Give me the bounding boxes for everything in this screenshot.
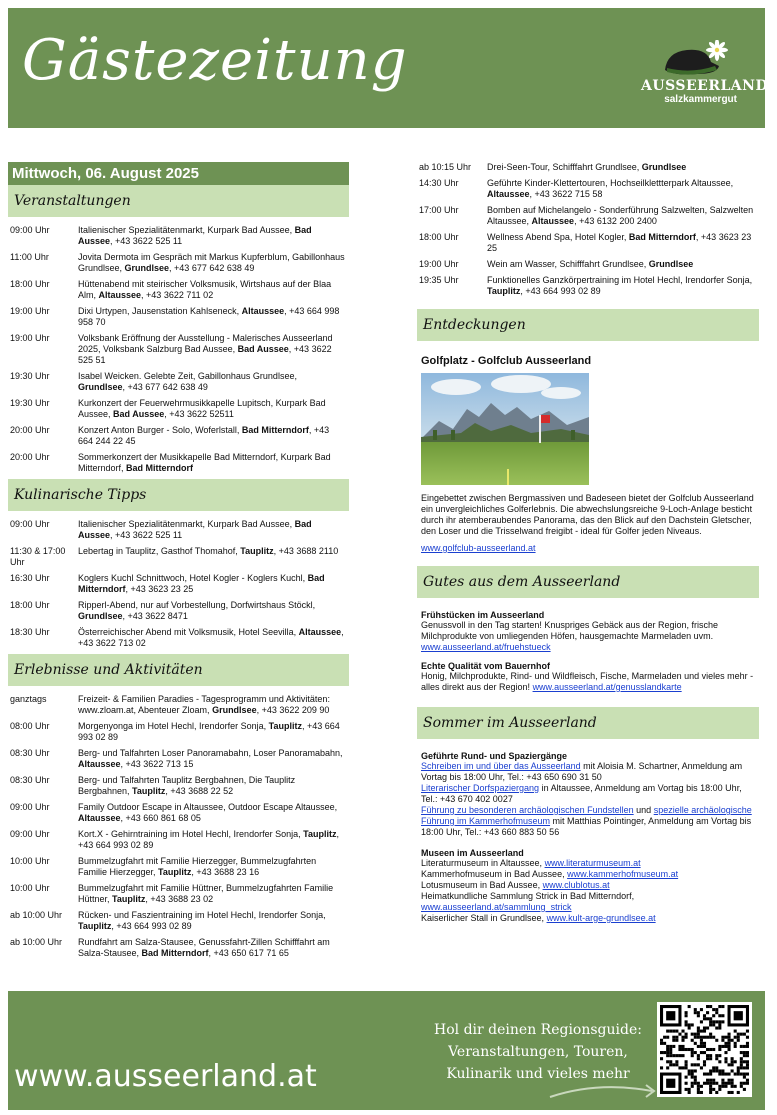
museum-link[interactable]: www.kammerhofmuseum.at [567, 869, 679, 879]
event-time: ab 10:00 Uhr [10, 937, 63, 947]
arrow-icon [548, 1079, 660, 1103]
event-time: 18:00 Uhr [419, 232, 459, 242]
museum-item: Literaturmuseum in Altaussee, www.literaturmuseum.at [421, 858, 641, 868]
event-description: Hüttenabend mit steirischer Volksmusik, Wirtshaus auf der Blaa Alm, Altaussee, +43 3622 711 02 [78, 279, 332, 300]
event-row [8, 279, 349, 301]
footer-line-3: Kulinarik und vieles mehr [446, 1066, 630, 1082]
footer-website-link[interactable]: www.ausseerland.at [14, 1059, 317, 1094]
event-row [417, 259, 759, 270]
event-description: Isabel Weicken. Gelebte Zeit, Gabillonhaus Grundlsee, Grundlsee, +43 677 642 638 49 [78, 371, 297, 392]
discovery-description: Eingebettet zwischen Bergmassiven und Badeseen bietet der Golfclub Ausseerland ein unvergleichliches Golferlebnis. Die abwechslungsreiche 9-Loch-Anlage besticht durch ihr atemberaubendes Panorama, das den Blick auf den Dachstein Gletscher, den Loser und die Trisselwand freigibt - ideal für Golfer jeden Niveaus. [421, 493, 754, 536]
event-location: Bad Mitterndorf [126, 463, 194, 473]
event-time: 20:00 Uhr [10, 452, 50, 462]
event-row [8, 573, 349, 595]
event-time: 18:00 Uhr [10, 600, 50, 610]
event-row [8, 721, 349, 743]
museum-item: Kammerhofmuseum in Bad Aussee, www.kammerhofmuseum.at [421, 869, 679, 879]
event-row [8, 425, 349, 447]
event-location: Bad Aussee [113, 409, 165, 419]
date-heading: Mittwoch, 06. August 2025 [8, 162, 349, 185]
event-location: Grundlsee [212, 705, 257, 715]
event-location: Bad Mitterndorf [241, 425, 309, 435]
event-time: 09:00 Uhr [10, 829, 50, 839]
walk-dorfspaziergang-link[interactable]: Literarischer Dorfspaziergang [421, 783, 540, 793]
event-row [8, 883, 349, 905]
event-time: 17:00 Uhr [419, 205, 459, 215]
section-entdeckungen-heading: Entdeckungen [417, 309, 759, 341]
walk-fundstellen-link[interactable]: Führung zu besonderen archäologischen Fundstellen [421, 805, 634, 815]
event-description: Bummelzugfahrt mit Familie Hierzegger, Bummelzugfahrten Familie Hierzegger, Tauplitz, +43 3688 23 16 [78, 856, 317, 877]
fruehstueck-text: Genussvoll in den Tag starten! Knuspriges Gebäck aus der Region, frische Milchprodukte von umliegenden Höfen, hausgemachte Marmeladen uvm. [421, 620, 718, 641]
museum-item: Lotusmuseum in Bad Aussee, www.clublotus.at [421, 880, 610, 890]
event-location: Tauplitz [78, 921, 112, 931]
logo-name: AUSSEERLAND [641, 78, 769, 94]
walk-und-text: und [633, 805, 654, 815]
footer-promo-text [428, 1019, 648, 1085]
event-row [8, 627, 349, 649]
event-time: 08:30 Uhr [10, 748, 50, 758]
event-location: Tauplitz [268, 721, 302, 731]
event-description: Wellness Abend Spa, Hotel Kogler, Bad Mitterndorf, +43 3623 23 25 [487, 232, 752, 253]
event-row [8, 775, 349, 797]
section-kulinarisch-heading: Kulinarische Tipps [8, 479, 349, 511]
bauernhof-link[interactable]: www.ausseerland.at/genusslandkarte [532, 682, 682, 692]
event-location: Grundlsee [78, 382, 123, 392]
footer-line-1: Hol dir deinen Regionsguide: [434, 1022, 642, 1038]
event-row [417, 162, 759, 173]
event-location: Tauplitz [487, 286, 521, 296]
event-description: Jovita Dermota im Gespräch mit Markus Kupferblum, Gabillonhaus Grundlsee, Grundlsee, +43 677 642 638 49 [78, 252, 345, 273]
section-sommer-heading: Sommer im Ausseerland [417, 707, 759, 739]
event-description: Österreichischer Abend mit Volksmusik, Hotel Seevilla, Altaussee, +43 3622 713 02 [78, 627, 344, 648]
event-row [8, 600, 349, 622]
event-description: Ripperl-Abend, nur auf Vorbestellung, Dorfwirtshaus Stöckl, Grundlsee, +43 3622 8471 [78, 600, 316, 621]
museum-link[interactable]: www.kult-arge-grundlsee.at [546, 913, 656, 923]
museum-item: Heimatkundliche Sammlung Strick in Bad Mitterndorf, www.ausseerland.at/sammlung_strick [421, 891, 635, 912]
bauernhof-text: Honig, Milchprodukte, Rind- und Wildfleisch, Fische, Marmeladen und vieles mehr - alles direkt aus der Region! [421, 671, 754, 692]
event-location: Altaussee [241, 306, 285, 316]
page-title: Gästezeitung [22, 28, 408, 93]
event-location: Altaussee [98, 290, 142, 300]
event-description: Konzert Anton Burger - Solo, Woferlstall, Bad Mitterndorf, +43 664 244 22 45 [78, 425, 330, 446]
event-description: Geführte Kinder-Klettertouren, Hochseilklettterpark Altaussee, Altaussee, +43 3622 715 58 [487, 178, 734, 199]
footer-line-2: Veranstaltungen, Touren, [448, 1044, 628, 1060]
kulinarisch-list [8, 511, 349, 649]
event-description: Funktionelles Ganzkörpertraining im Hotel Hechl, Irendorfer Sonja, Tauplitz, +43 664 993 02 89 [487, 275, 753, 296]
event-description: Freizeit- & Familien Paradies - Tagesprogramm und Aktivitäten: www.zloam.at, Abenteuer Zloam, Grundlsee, +43 3622 209 90 [78, 694, 330, 715]
event-description: Berg- und Talfahrten Tauplitz Bergbahnen, Die Tauplitz Bergbahnen, Tauplitz, +43 3688 22 52 [78, 775, 296, 796]
event-location: Tauplitz [158, 867, 192, 877]
event-time: 09:00 Uhr [10, 802, 50, 812]
event-location: Bad Aussee [78, 225, 312, 246]
museum-link[interactable]: www.ausseerland.at/sammlung_strick [421, 902, 572, 912]
fruehstueck-link[interactable]: www.ausseerland.at/fruehstueck [421, 642, 551, 652]
event-row [8, 856, 349, 878]
event-time: 09:00 Uhr [10, 225, 50, 235]
event-time: 11:00 Uhr [10, 252, 49, 262]
event-row [417, 205, 759, 227]
golf-course-photo [421, 373, 589, 485]
event-location: Tauplitz [112, 894, 146, 904]
event-location: Bad Mitterndorf [141, 948, 209, 958]
hat-logo-icon [657, 40, 729, 80]
event-location: Tauplitz [303, 829, 337, 839]
erlebnisse-list [8, 686, 349, 959]
event-location: Grundlsee [648, 259, 694, 269]
event-row [417, 232, 759, 254]
walk-kammerhof-link[interactable]: spezielle archäologische Führung im Kammerhofmuseum [421, 805, 752, 826]
event-description: Kort.X - Gehirntraining im Hotel Hechl, Irendorfer Sonja, Tauplitz, +43 664 993 02 89 [78, 829, 339, 850]
right-column [417, 160, 759, 924]
left-column [8, 162, 349, 964]
event-time: 19:00 Uhr [10, 306, 50, 316]
fruehstueck-title: Frühstücken im Ausseerland [421, 610, 545, 620]
event-row [8, 252, 349, 274]
event-location: Grundlsee [124, 263, 170, 273]
event-row [417, 275, 759, 297]
event-time: 16:30 Uhr [10, 573, 50, 583]
walk-kammerhof-text: mit Matthias Pointinger, Anmeldung am Vortag bis 18:00 Uhr, Tel.: +43 660 883 50 56 [421, 816, 752, 837]
event-row [8, 225, 349, 247]
event-location: Altaussee [298, 627, 342, 637]
event-time: 19:35 Uhr [419, 275, 459, 285]
event-location: Altaussee [78, 813, 121, 823]
museums-title: Museen im Ausseerland [421, 848, 524, 858]
event-row [8, 371, 349, 393]
section-gutes-heading: Gutes aus dem Ausseerland [417, 566, 759, 598]
event-row [8, 694, 349, 716]
event-row [8, 748, 349, 770]
event-description: Berg- und Talfahrten Loser Panoramabahn, Loser Panoramabahn, Altaussee, +43 3622 713 15 [78, 748, 343, 769]
event-location: Tauplitz [132, 786, 166, 796]
event-time: ab 10:00 Uhr [10, 910, 63, 920]
event-row [8, 546, 349, 568]
event-time: 18:00 Uhr [10, 279, 50, 289]
ausseerland-logo[interactable] [641, 36, 769, 108]
event-description: Morgenyonga im Hotel Hechl, Irendorfer Sonja, Tauplitz, +43 664 993 02 89 [78, 721, 340, 742]
event-time: 10:00 Uhr [10, 856, 50, 866]
qr-code[interactable] [657, 1002, 752, 1097]
event-location: Bad Aussee [237, 344, 289, 354]
event-row [8, 910, 349, 932]
event-time: 11:30 & 17:00 Uhr [10, 546, 66, 567]
museum-link[interactable]: www.clublotus.at [542, 880, 610, 890]
event-location: Bad Mitterndorf [78, 573, 325, 594]
event-description: Dixi Urtypen, Jausenstation Kahlseneck, Altaussee, +43 664 998 958 70 [78, 306, 340, 327]
event-time: 20:00 Uhr [10, 425, 50, 435]
event-row [8, 398, 349, 420]
event-location: Bad Mitterndorf [628, 232, 696, 242]
event-row [8, 829, 349, 851]
event-time: 14:30 Uhr [419, 178, 459, 188]
event-description: Sommerkonzert der Musikkapelle Bad Mitterndorf, Kurpark Bad Mitterndorf, Bad Mitterndorf [78, 452, 331, 473]
event-time: 10:00 Uhr [10, 883, 50, 893]
erlebnisse-continued-list [417, 160, 759, 297]
event-row [8, 519, 349, 541]
event-time: ganztags [10, 694, 47, 704]
event-time: 18:30 Uhr [10, 627, 50, 637]
veranstaltungen-list [8, 217, 349, 474]
event-description: Rundfahrt am Salza-Stausee, Genussfahrt-Zillen Schifffahrt am Salza-Stausee, Bad Mitterndorf, +43 650 617 71 65 [78, 937, 330, 958]
event-description: Koglers Kuchl Schnittwoch, Hotel Kogler - Koglers Kuchl, Bad Mitterndorf, +43 3623 23 25 [78, 573, 325, 594]
event-description: Bummelzugfahrt mit Familie Hüttner, Bummelzugfahrten Familie Hüttner, Tauplitz, +43 3688 23 02 [78, 883, 334, 904]
event-row [8, 452, 349, 474]
event-description: Wein am Wasser, Schifffahrt Grundlsee, Grundlsee [487, 259, 694, 269]
event-location: Grundlsee [641, 162, 687, 172]
event-description: Italienischer Spezialitätenmarkt, Kurpark Bad Aussee, Bad Aussee, +43 3622 525 11 [78, 225, 312, 246]
event-location: Altaussee [78, 759, 121, 769]
logo-subtitle: salzkammergut [664, 94, 737, 105]
event-description: Kurkonzert der Feuerwehrmusikkapelle Lupitsch, Kurpark Bad Aussee, Bad Aussee, +43 3622 52511 [78, 398, 326, 419]
event-time: 19:30 Uhr [10, 371, 50, 381]
event-row [8, 333, 349, 366]
event-description: Bomben auf Michelangelo - Sonderführung Salzwelten, Salzwelten Altaussee, Altaussee, +43 6132 200 2400 [487, 205, 754, 226]
walk-schreiben-text: mit Aloisia M. Schartner, Anmeldung am Vortag bis 18:00 Uhr, Tel.: +43 650 690 31 50 [421, 761, 743, 782]
event-time: 09:00 Uhr [10, 519, 50, 529]
event-location: Tauplitz [240, 546, 274, 556]
section-erlebnisse-heading: Erlebnisse und Aktivitäten [8, 654, 349, 686]
event-location: Bad Aussee [78, 519, 312, 540]
event-time: 08:30 Uhr [10, 775, 50, 785]
event-time: 08:00 Uhr [10, 721, 50, 731]
golfclub-link[interactable]: www.golfclub-ausseerland.at [421, 543, 536, 553]
event-location: Altaussee [531, 216, 575, 226]
event-description: Rücken- und Faszientraining im Hotel Hechl, Irendorfer Sonja, Tauplitz, +43 664 993 02 89 [78, 910, 326, 931]
footer-banner [8, 991, 765, 1110]
museum-list [421, 858, 755, 924]
event-location: Altaussee [487, 189, 530, 199]
event-time: ab 10:15 Uhr [419, 162, 472, 172]
event-row [8, 306, 349, 328]
event-description: Volksbank Eröffnung der Ausstellung - Malerisches Ausseerland 2025, Volksbank Salzburg Bad Aussee, Bad Aussee, +43 3622 525 51 [78, 333, 333, 365]
event-time: 19:00 Uhr [419, 259, 459, 269]
event-location: Grundlsee [78, 611, 123, 621]
discovery-title: Golfplatz - Golfclub Ausseerland [421, 355, 592, 367]
event-row [417, 178, 759, 200]
qr-code-icon [660, 1005, 749, 1094]
event-description: Family Outdoor Escape in Altaussee, Outdoor Escape Altaussee, Altaussee, +43 660 861 68 05 [78, 802, 338, 823]
event-row [8, 802, 349, 824]
event-time: 19:30 Uhr [10, 398, 50, 408]
event-row [8, 937, 349, 959]
museum-item: Kaiserlicher Stall in Grundlsee, www.kult-arge-grundlsee.at [421, 913, 656, 923]
event-description: Italienischer Spezialitätenmarkt, Kurpark Bad Aussee, Bad Aussee, +43 3622 525 11 [78, 519, 312, 540]
bauernhof-title: Echte Qualität vom Bauernhof [421, 661, 551, 671]
walks-title: Geführte Rund- und Spaziergänge [421, 751, 568, 761]
museum-link[interactable]: www.literaturmuseum.at [544, 858, 641, 868]
walk-dorfspaziergang-text: in Altaussee, Anmeldung am Vortag bis 18:00 Uhr, Tel.: +43 670 402 0027 [421, 783, 742, 804]
header-banner [8, 8, 769, 128]
walk-schreiben-link[interactable]: Schreiben im und über das Ausseerland [421, 761, 581, 771]
event-description: Drei-Seen-Tour, Schifffahrt Grundlsee, Grundlsee [487, 162, 687, 172]
event-time: 19:00 Uhr [10, 333, 50, 343]
section-veranstaltungen-heading: Veranstaltungen [8, 185, 349, 217]
event-description: Lebertag in Tauplitz, Gasthof Thomahof, Tauplitz, +43 3688 2110 [78, 546, 339, 556]
